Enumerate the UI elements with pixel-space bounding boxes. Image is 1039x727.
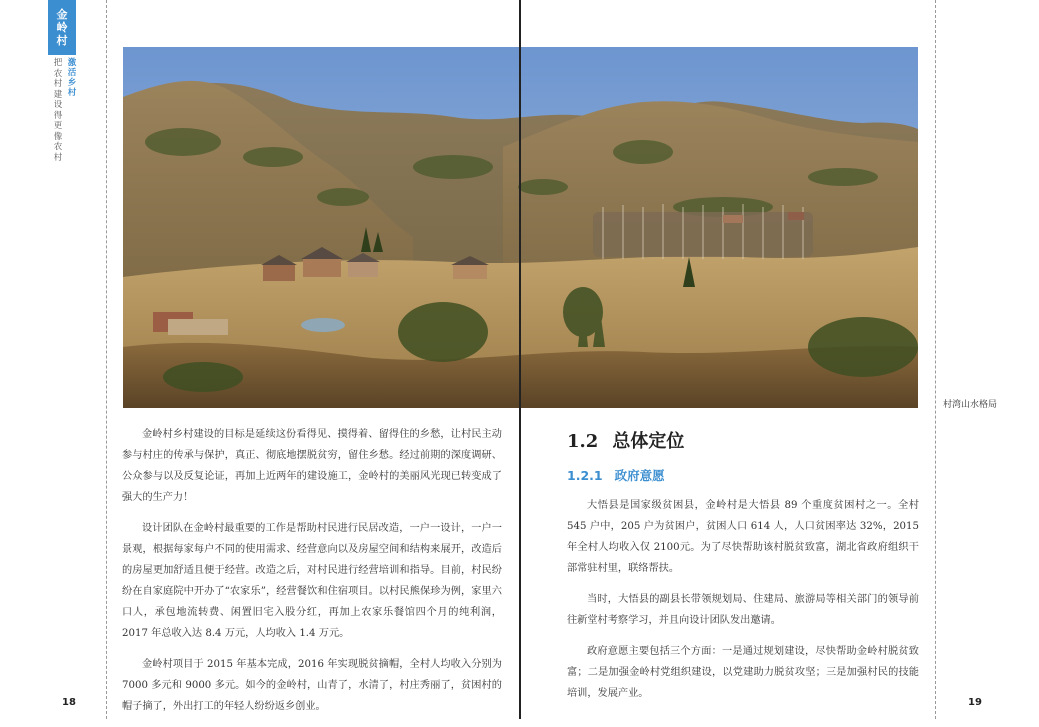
- section-title: 总体定位: [612, 431, 685, 452]
- side-tab-subtitle: 激活乡村: [67, 58, 77, 98]
- body-paragraph: 政府意愿主要包括三个方面：一是通过规划建设，尽快帮助金岭村脱贫致富；二是加强金岭村党组织建设，以党建助力脱贫攻坚；三是加强村民的技能培训，发展产业。: [567, 646, 919, 699]
- right-margin-line: [935, 0, 936, 719]
- subsection-number: 1.2.1: [567, 468, 603, 483]
- right-page-body: [567, 495, 919, 714]
- photo-caption: 村湾山水格局: [943, 400, 998, 410]
- subsection-title: 政府意愿: [614, 468, 665, 483]
- body-paragraph: 金岭村乡村建设的目标是延续这份看得见、摸得着、留得住的乡愁，让村民主动参与村庄的传承与保护，真正、彻底地摆脱贫穷，留住乡愁。经过前期的深度调研、公众参与以及反复论证，再加上近两年的建设施工，金岭村的美丽风光现已转变成了强大的生产力！: [122, 429, 502, 503]
- section-number: 1.2: [567, 431, 599, 452]
- page-number-right: 19: [968, 697, 982, 708]
- body-paragraph: 金岭村项目于 2015 年基本完成，2016 年实现脱贫摘帽，全村人均收入分别为 7000 多元和 9000 多元。如今的金岭村，山青了，水清了，村庄秀丽了，贫困村的帽子摘了，外出打工的年轻人纷纷返乡创业。: [122, 659, 502, 712]
- body-paragraph: 当时，大悟县的副县长带领规划局、住建局、旅游局等相关部门的领导前往新堂村考察学习，并且向设计团队发出邀请。: [567, 594, 919, 626]
- page-spine: [519, 0, 521, 719]
- body-paragraph: 设计团队在金岭村最重要的工作是帮助村民进行民居改造，一户一设计，一户一景观，根据每家每户不同的使用需求、经营意向以及房屋空间和结构来展开，改造后的房屋更加舒适且便于经营。改造之后，对村民进行经营培训和指导。目前，村民纷纷在自家庭院中开办了“农家乐”，经营餐饮和住宿项目。以村民熊保珍为例，家里六口人，承包地流转费、闲置旧宅入股分红，再加上农家乐餐馆四个月的纯利润，2017 年总收入达 8.4 万元，人均收入 1.4 万元。: [122, 523, 502, 639]
- side-tab-title: 金岭村: [56, 8, 68, 47]
- subsection-heading: [567, 466, 665, 484]
- page-number-left: 18: [62, 697, 76, 708]
- body-paragraph: 大悟县是国家级贫困县，金岭村是大悟县 89 个重度贫困村之一。全村 545 户中，205 户为贫困户，贫困人口 614 人，人口贫困率达 32%，2015 年全村人均收入仅 2100元。为了尽快帮助该村脱贫致富，湖北省政府组织干部常驻村里，联络帮扶。: [567, 500, 919, 574]
- left-page-body: [122, 424, 502, 727]
- left-margin-line: [106, 0, 107, 719]
- section-heading: [567, 427, 684, 453]
- side-tab-subtitle-2: 把农村建设得更像农村: [53, 58, 63, 163]
